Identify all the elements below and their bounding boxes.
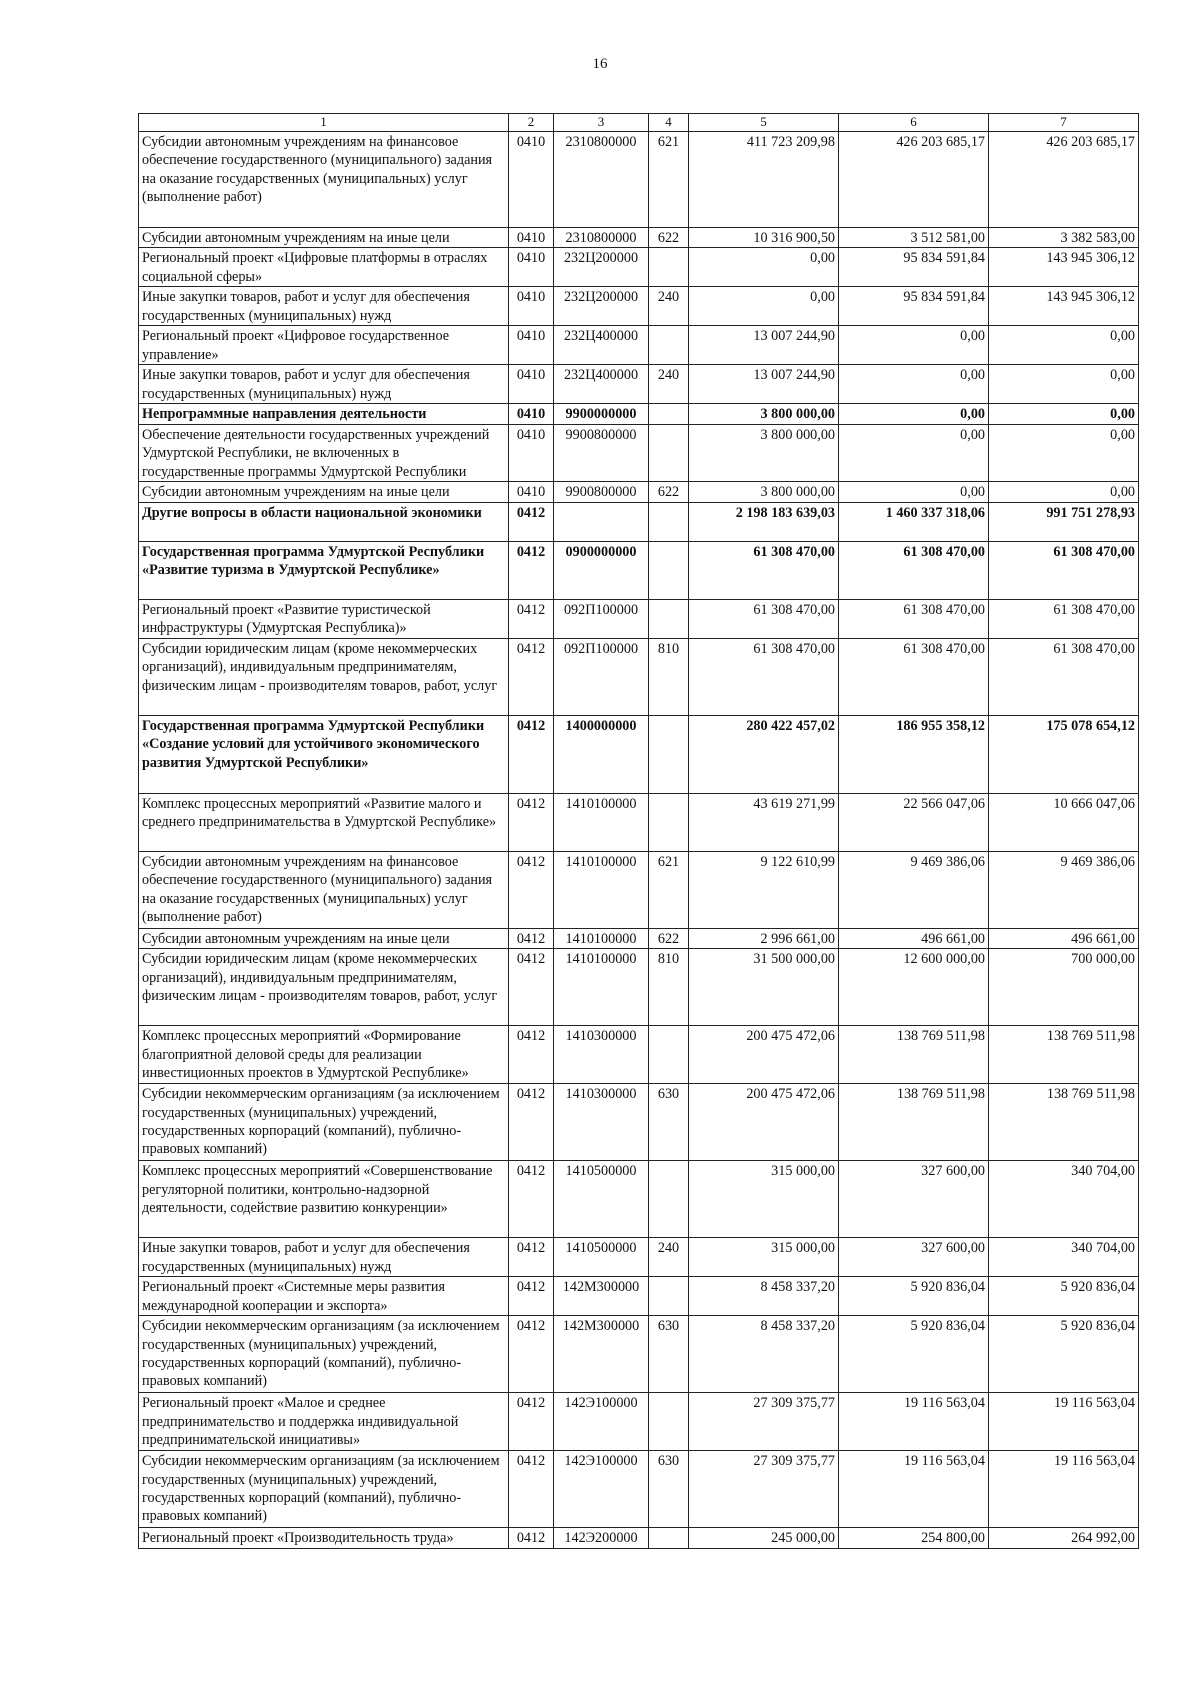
amount-year1-cell: 2 198 183 639,03 bbox=[689, 502, 839, 541]
amount-year1-cell: 13 007 244,90 bbox=[689, 326, 839, 365]
target-code-cell: 9900000000 bbox=[554, 404, 649, 424]
expense-type-cell bbox=[649, 1026, 689, 1084]
amount-year1-cell: 0,00 bbox=[689, 287, 839, 326]
column-header: 6 bbox=[839, 114, 989, 132]
table-row bbox=[139, 949, 1139, 1026]
section-code-cell: 0410 bbox=[509, 404, 554, 424]
section-code-cell: 0410 bbox=[509, 131, 554, 227]
section-code-cell: 0412 bbox=[509, 541, 554, 599]
table-row bbox=[139, 1161, 1139, 1238]
amount-year2-cell: 22 566 047,06 bbox=[839, 793, 989, 851]
amount-year2-cell: 1 460 337 318,06 bbox=[839, 502, 989, 541]
amount-year2-cell: 19 116 563,04 bbox=[839, 1393, 989, 1451]
amount-year3-cell: 496 661,00 bbox=[989, 928, 1139, 948]
row-name-cell: Субсидии некоммерческим организациям (за исключением государственных (муниципальных) учреждений, государственных корпораций (компаний), публично-правовых компаний) bbox=[139, 1084, 509, 1161]
table-row bbox=[139, 638, 1139, 715]
amount-year2-cell: 61 308 470,00 bbox=[839, 541, 989, 599]
amount-year2-cell: 327 600,00 bbox=[839, 1161, 989, 1238]
section-code-cell: 0412 bbox=[509, 1528, 554, 1548]
section-code-cell: 0412 bbox=[509, 1393, 554, 1451]
amount-year3-cell: 61 308 470,00 bbox=[989, 541, 1139, 599]
row-name-cell: Региональный проект «Цифровые платформы в отраслях социальной сферы» bbox=[139, 248, 509, 287]
amount-year3-cell: 0,00 bbox=[989, 482, 1139, 502]
table-row bbox=[139, 1316, 1139, 1393]
row-name-cell: Субсидии некоммерческим организациям (за исключением государственных (муниципальных) учреждений, государственных корпораций (компаний), публично-правовых компаний) bbox=[139, 1316, 509, 1393]
expense-type-cell: 240 bbox=[649, 365, 689, 404]
amount-year2-cell: 186 955 358,12 bbox=[839, 715, 989, 793]
target-code-cell: 142М300000 bbox=[554, 1277, 649, 1316]
expense-type-cell bbox=[649, 248, 689, 287]
table-row bbox=[139, 404, 1139, 424]
section-code-cell: 0412 bbox=[509, 928, 554, 948]
target-code-cell: 232Ц400000 bbox=[554, 365, 649, 404]
table-row bbox=[139, 1393, 1139, 1451]
section-code-cell: 0412 bbox=[509, 949, 554, 1026]
amount-year3-cell: 10 666 047,06 bbox=[989, 793, 1139, 851]
amount-year2-cell: 0,00 bbox=[839, 482, 989, 502]
target-code-cell: 1410300000 bbox=[554, 1026, 649, 1084]
table-row bbox=[139, 326, 1139, 365]
target-code-cell: 1410100000 bbox=[554, 949, 649, 1026]
row-name-cell: Иные закупки товаров, работ и услуг для обеспечения государственных (муниципальных) нужд bbox=[139, 365, 509, 404]
target-code-cell: 1410100000 bbox=[554, 928, 649, 948]
column-header: 3 bbox=[554, 114, 649, 132]
amount-year3-cell: 0,00 bbox=[989, 404, 1139, 424]
amount-year2-cell: 138 769 511,98 bbox=[839, 1084, 989, 1161]
target-code-cell: 9900800000 bbox=[554, 424, 649, 481]
amount-year3-cell: 138 769 511,98 bbox=[989, 1026, 1139, 1084]
amount-year1-cell: 200 475 472,06 bbox=[689, 1084, 839, 1161]
target-code-cell: 1410500000 bbox=[554, 1238, 649, 1277]
table-row bbox=[139, 1277, 1139, 1316]
amount-year1-cell: 27 309 375,77 bbox=[689, 1451, 839, 1528]
expense-type-cell bbox=[649, 715, 689, 793]
amount-year2-cell: 327 600,00 bbox=[839, 1238, 989, 1277]
amount-year1-cell: 8 458 337,20 bbox=[689, 1277, 839, 1316]
amount-year3-cell: 19 116 563,04 bbox=[989, 1451, 1139, 1528]
row-name-cell: Субсидии юридическим лицам (кроме некоммерческих организаций), индивидуальным предпринимателям, физическим лицам - производителям товаров, работ, услуг bbox=[139, 638, 509, 715]
expense-type-cell: 240 bbox=[649, 1238, 689, 1277]
expense-type-cell: 630 bbox=[649, 1316, 689, 1393]
target-code-cell: 232Ц400000 bbox=[554, 326, 649, 365]
table-row bbox=[139, 1528, 1139, 1548]
row-name-cell: Комплекс процессных мероприятий «Формирование благоприятной деловой среды для реализации инвестиционных проектов в Удмуртской Республике» bbox=[139, 1026, 509, 1084]
row-name-cell: Субсидии автономным учреждениям на финансовое обеспечение государственного (муниципального) задания на оказание государственных (муниципальных) услуг (выполнение работ) bbox=[139, 851, 509, 928]
target-code-cell: 232Ц200000 bbox=[554, 287, 649, 326]
amount-year1-cell: 3 800 000,00 bbox=[689, 482, 839, 502]
section-code-cell: 0410 bbox=[509, 248, 554, 287]
expense-type-cell bbox=[649, 1528, 689, 1548]
amount-year1-cell: 315 000,00 bbox=[689, 1238, 839, 1277]
amount-year1-cell: 13 007 244,90 bbox=[689, 365, 839, 404]
table-row bbox=[139, 482, 1139, 502]
section-code-cell: 0412 bbox=[509, 793, 554, 851]
target-code-cell bbox=[554, 502, 649, 541]
row-name-cell: Региональный проект «Производительность труда» bbox=[139, 1528, 509, 1548]
expense-type-cell bbox=[649, 502, 689, 541]
row-name-cell: Субсидии юридическим лицам (кроме некоммерческих организаций), индивидуальным предпринимателям, физическим лицам - производителям товаров, работ, услуг bbox=[139, 949, 509, 1026]
table-row bbox=[139, 287, 1139, 326]
amount-year3-cell: 991 751 278,93 bbox=[989, 502, 1139, 541]
section-code-cell: 0412 bbox=[509, 715, 554, 793]
amount-year3-cell: 5 920 836,04 bbox=[989, 1316, 1139, 1393]
expense-type-cell bbox=[649, 424, 689, 481]
target-code-cell: 2310800000 bbox=[554, 131, 649, 227]
amount-year2-cell: 9 469 386,06 bbox=[839, 851, 989, 928]
expense-type-cell bbox=[649, 1393, 689, 1451]
section-code-cell: 0412 bbox=[509, 638, 554, 715]
target-code-cell: 1410100000 bbox=[554, 793, 649, 851]
amount-year2-cell: 0,00 bbox=[839, 365, 989, 404]
table-row bbox=[139, 1451, 1139, 1528]
target-code-cell: 142Э100000 bbox=[554, 1451, 649, 1528]
amount-year3-cell: 0,00 bbox=[989, 424, 1139, 481]
expense-type-cell: 810 bbox=[649, 949, 689, 1026]
row-name-cell: Государственная программа Удмуртской Республики «Развитие туризма в Удмуртской Республике» bbox=[139, 541, 509, 599]
page-number: 16 bbox=[592, 56, 608, 72]
table-row bbox=[139, 1084, 1139, 1161]
row-name-cell: Комплекс процессных мероприятий «Совершенствование регуляторной политики, контрольно-надзорной деятельности, содействие развитию конкуренции» bbox=[139, 1161, 509, 1238]
amount-year2-cell: 19 116 563,04 bbox=[839, 1451, 989, 1528]
expense-type-cell bbox=[649, 793, 689, 851]
section-code-cell: 0410 bbox=[509, 326, 554, 365]
section-code-cell: 0412 bbox=[509, 502, 554, 541]
amount-year1-cell: 315 000,00 bbox=[689, 1161, 839, 1238]
row-name-cell: Субсидии некоммерческим организациям (за исключением государственных (муниципальных) учреждений, государственных корпораций (компаний), публично-правовых компаний) bbox=[139, 1451, 509, 1528]
section-code-cell: 0410 bbox=[509, 424, 554, 481]
amount-year3-cell: 426 203 685,17 bbox=[989, 131, 1139, 227]
amount-year3-cell: 340 704,00 bbox=[989, 1238, 1139, 1277]
column-header: 7 bbox=[989, 114, 1139, 132]
expense-type-cell: 630 bbox=[649, 1451, 689, 1528]
row-name-cell: Субсидии автономным учреждениям на иные цели bbox=[139, 482, 509, 502]
row-name-cell: Региональный проект «Цифровое государственное управление» bbox=[139, 326, 509, 365]
amount-year2-cell: 0,00 bbox=[839, 404, 989, 424]
table-row bbox=[139, 424, 1139, 481]
target-code-cell: 1410300000 bbox=[554, 1084, 649, 1161]
row-name-cell: Иные закупки товаров, работ и услуг для обеспечения государственных (муниципальных) нужд bbox=[139, 287, 509, 326]
amount-year2-cell: 61 308 470,00 bbox=[839, 638, 989, 715]
target-code-cell: 1400000000 bbox=[554, 715, 649, 793]
amount-year1-cell: 3 800 000,00 bbox=[689, 404, 839, 424]
row-name-cell: Обеспечение деятельности государственных учреждений Удмуртской Республики, не включенных в государственные программы Удмуртской Республики bbox=[139, 424, 509, 481]
target-code-cell: 142М300000 bbox=[554, 1316, 649, 1393]
amount-year3-cell: 340 704,00 bbox=[989, 1161, 1139, 1238]
amount-year1-cell: 31 500 000,00 bbox=[689, 949, 839, 1026]
amount-year3-cell: 3 382 583,00 bbox=[989, 227, 1139, 247]
target-code-cell: 142Э200000 bbox=[554, 1528, 649, 1548]
amount-year3-cell: 0,00 bbox=[989, 365, 1139, 404]
column-header: 5 bbox=[689, 114, 839, 132]
expense-type-cell: 621 bbox=[649, 851, 689, 928]
column-header: 1 bbox=[139, 114, 509, 132]
section-code-cell: 0412 bbox=[509, 1451, 554, 1528]
amount-year3-cell: 0,00 bbox=[989, 326, 1139, 365]
expense-type-cell: 630 bbox=[649, 1084, 689, 1161]
amount-year1-cell: 411 723 209,98 bbox=[689, 131, 839, 227]
amount-year1-cell: 10 316 900,50 bbox=[689, 227, 839, 247]
table-row bbox=[139, 365, 1139, 404]
table-row bbox=[139, 541, 1139, 599]
amount-year2-cell: 5 920 836,04 bbox=[839, 1316, 989, 1393]
amount-year3-cell: 143 945 306,12 bbox=[989, 248, 1139, 287]
section-code-cell: 0410 bbox=[509, 482, 554, 502]
expense-type-cell: 622 bbox=[649, 928, 689, 948]
amount-year1-cell: 27 309 375,77 bbox=[689, 1393, 839, 1451]
target-code-cell: 092П100000 bbox=[554, 638, 649, 715]
row-name-cell: Субсидии автономным учреждениям на иные цели bbox=[139, 227, 509, 247]
section-code-cell: 0412 bbox=[509, 1026, 554, 1084]
amount-year3-cell: 700 000,00 bbox=[989, 949, 1139, 1026]
target-code-cell: 142Э100000 bbox=[554, 1393, 649, 1451]
amount-year1-cell: 245 000,00 bbox=[689, 1528, 839, 1548]
amount-year2-cell: 254 800,00 bbox=[839, 1528, 989, 1548]
amount-year2-cell: 3 512 581,00 bbox=[839, 227, 989, 247]
amount-year2-cell: 0,00 bbox=[839, 424, 989, 481]
table-row bbox=[139, 227, 1139, 247]
target-code-cell: 9900800000 bbox=[554, 482, 649, 502]
amount-year1-cell: 0,00 bbox=[689, 248, 839, 287]
amount-year3-cell: 138 769 511,98 bbox=[989, 1084, 1139, 1161]
row-name-cell: Субсидии автономным учреждениям на финансовое обеспечение государственного (муниципального) задания на оказание государственных (муниципальных) услуг (выполнение работ) bbox=[139, 131, 509, 227]
table-row bbox=[139, 502, 1139, 541]
target-code-cell: 0900000000 bbox=[554, 541, 649, 599]
expense-type-cell: 621 bbox=[649, 131, 689, 227]
expense-type-cell bbox=[649, 1277, 689, 1316]
amount-year3-cell: 264 992,00 bbox=[989, 1528, 1139, 1548]
row-name-cell: Другие вопросы в области национальной экономики bbox=[139, 502, 509, 541]
section-code-cell: 0410 bbox=[509, 365, 554, 404]
row-name-cell: Иные закупки товаров, работ и услуг для обеспечения государственных (муниципальных) нужд bbox=[139, 1238, 509, 1277]
row-name-cell: Региональный проект «Системные меры развития международной кооперации и экспорта» bbox=[139, 1277, 509, 1316]
amount-year1-cell: 200 475 472,06 bbox=[689, 1026, 839, 1084]
column-number-row bbox=[139, 114, 1139, 132]
expense-type-cell: 622 bbox=[649, 227, 689, 247]
target-code-cell: 2310800000 bbox=[554, 227, 649, 247]
column-header: 4 bbox=[649, 114, 689, 132]
expense-type-cell bbox=[649, 404, 689, 424]
amount-year1-cell: 2 996 661,00 bbox=[689, 928, 839, 948]
amount-year2-cell: 95 834 591,84 bbox=[839, 287, 989, 326]
row-name-cell: Региональный проект «Развитие туристической инфраструктуры (Удмуртская Республика)» bbox=[139, 599, 509, 638]
amount-year3-cell: 61 308 470,00 bbox=[989, 599, 1139, 638]
amount-year3-cell: 9 469 386,06 bbox=[989, 851, 1139, 928]
amount-year3-cell: 61 308 470,00 bbox=[989, 638, 1139, 715]
target-code-cell: 1410100000 bbox=[554, 851, 649, 928]
amount-year3-cell: 175 078 654,12 bbox=[989, 715, 1139, 793]
target-code-cell: 1410500000 bbox=[554, 1161, 649, 1238]
table-row bbox=[139, 715, 1139, 793]
amount-year2-cell: 5 920 836,04 bbox=[839, 1277, 989, 1316]
section-code-cell: 0412 bbox=[509, 1084, 554, 1161]
expense-type-cell bbox=[649, 326, 689, 365]
table-row bbox=[139, 131, 1139, 227]
section-code-cell: 0412 bbox=[509, 1161, 554, 1238]
expense-type-cell bbox=[649, 599, 689, 638]
table-row bbox=[139, 1026, 1139, 1084]
amount-year3-cell: 19 116 563,04 bbox=[989, 1393, 1139, 1451]
table-row bbox=[139, 248, 1139, 287]
amount-year3-cell: 5 920 836,04 bbox=[989, 1277, 1139, 1316]
column-header: 2 bbox=[509, 114, 554, 132]
amount-year1-cell: 61 308 470,00 bbox=[689, 599, 839, 638]
table-body bbox=[139, 131, 1139, 1548]
amount-year1-cell: 43 619 271,99 bbox=[689, 793, 839, 851]
amount-year3-cell: 143 945 306,12 bbox=[989, 287, 1139, 326]
table-row bbox=[139, 1238, 1139, 1277]
section-code-cell: 0410 bbox=[509, 287, 554, 326]
section-code-cell: 0410 bbox=[509, 227, 554, 247]
amount-year2-cell: 0,00 bbox=[839, 326, 989, 365]
section-code-cell: 0412 bbox=[509, 1316, 554, 1393]
amount-year2-cell: 138 769 511,98 bbox=[839, 1026, 989, 1084]
row-name-cell: Непрограммные направления деятельности bbox=[139, 404, 509, 424]
section-code-cell: 0412 bbox=[509, 1277, 554, 1316]
table-row bbox=[139, 793, 1139, 851]
budget-table bbox=[138, 113, 1139, 1549]
amount-year2-cell: 95 834 591,84 bbox=[839, 248, 989, 287]
table-row bbox=[139, 599, 1139, 638]
table-row bbox=[139, 928, 1139, 948]
expense-type-cell: 240 bbox=[649, 287, 689, 326]
expense-type-cell: 810 bbox=[649, 638, 689, 715]
amount-year1-cell: 8 458 337,20 bbox=[689, 1316, 839, 1393]
row-name-cell: Региональный проект «Малое и среднее предпринимательство и поддержка индивидуальной предпринимательской инициативы» bbox=[139, 1393, 509, 1451]
amount-year2-cell: 12 600 000,00 bbox=[839, 949, 989, 1026]
amount-year1-cell: 61 308 470,00 bbox=[689, 541, 839, 599]
amount-year2-cell: 496 661,00 bbox=[839, 928, 989, 948]
expense-type-cell bbox=[649, 541, 689, 599]
table-row bbox=[139, 851, 1139, 928]
section-code-cell: 0412 bbox=[509, 1238, 554, 1277]
amount-year1-cell: 61 308 470,00 bbox=[689, 638, 839, 715]
amount-year1-cell: 9 122 610,99 bbox=[689, 851, 839, 928]
row-name-cell: Государственная программа Удмуртской Республики «Создание условий для устойчивого экономического развития Удмуртской Республики» bbox=[139, 715, 509, 793]
row-name-cell: Субсидии автономным учреждениям на иные цели bbox=[139, 928, 509, 948]
row-name-cell: Комплекс процессных мероприятий «Развитие малого и среднего предпринимательства в Удмуртской Республике» bbox=[139, 793, 509, 851]
amount-year1-cell: 280 422 457,02 bbox=[689, 715, 839, 793]
expense-type-cell: 622 bbox=[649, 482, 689, 502]
amount-year2-cell: 426 203 685,17 bbox=[839, 131, 989, 227]
amount-year1-cell: 3 800 000,00 bbox=[689, 424, 839, 481]
amount-year2-cell: 61 308 470,00 bbox=[839, 599, 989, 638]
section-code-cell: 0412 bbox=[509, 851, 554, 928]
target-code-cell: 232Ц200000 bbox=[554, 248, 649, 287]
section-code-cell: 0412 bbox=[509, 599, 554, 638]
target-code-cell: 092П100000 bbox=[554, 599, 649, 638]
expense-type-cell bbox=[649, 1161, 689, 1238]
